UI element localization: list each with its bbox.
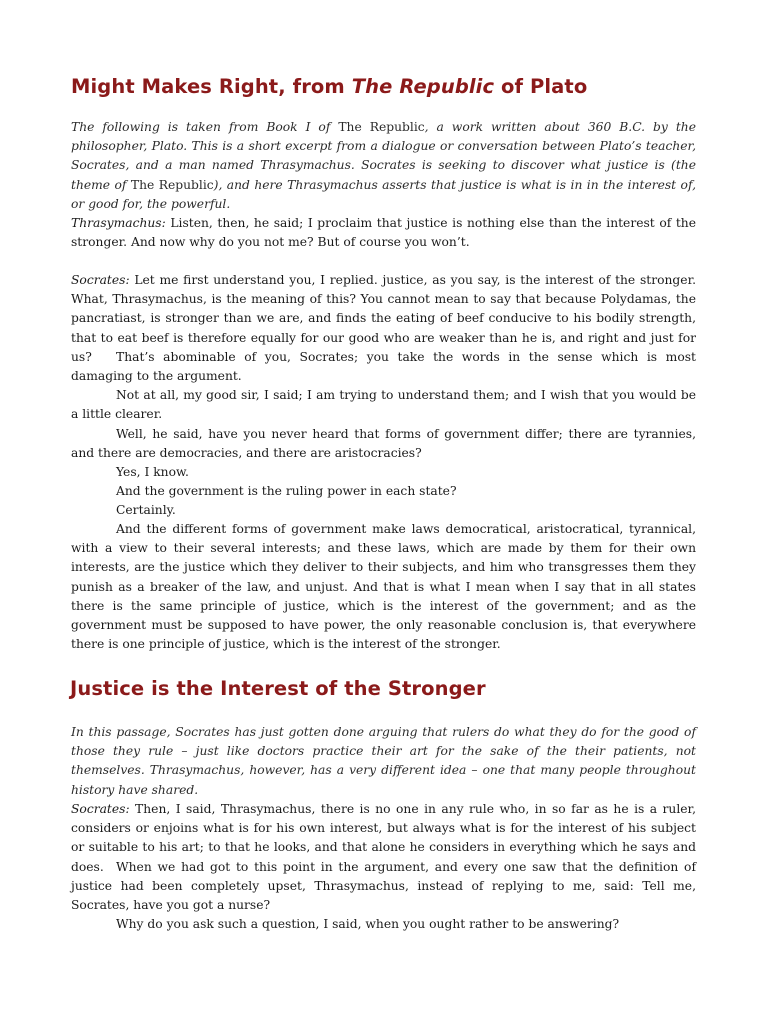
- dialogue-line: And the different forms of government make laws democratical, aristocratical, tyrannical, with a view to their several interests; and these laws, which are made by them for their own interests, are the justice which they deliver to their subjects, and him who transgresses them they punish as a breaker of the law, and unjust. And that is what I mean when I say that in all states there is the same principle of justice, which is the interest of the government; and as the government must be supposed to have power, the only reasonable conclusion is, that everywhere there is one principle of justice, which is the interest of the stronger.: [71, 522, 696, 652]
- dialogue-line: And the government is the ruling power in each state?: [116, 484, 457, 498]
- dialogue-line: When we had got to this point in the argument, and every one saw that the definition of justice had been completely upset, Thrasymachus, instead of replying to me, said: Tell me, Socrates, have you got a nurse?: [71, 860, 696, 913]
- intro1-book-title-2: The Republic: [130, 177, 214, 192]
- title-prefix: Might Makes Right, from: [71, 75, 352, 98]
- speaker-label: Socrates:: [71, 273, 130, 287]
- title-book-name: The Republic: [351, 75, 495, 98]
- title-suffix: of Plato: [494, 75, 588, 98]
- dialogue-line: Why do you ask such a question, I said, when you ought rather to be answering?: [116, 917, 620, 931]
- thrasymachus-speech-1: [71, 214, 696, 252]
- page-title: [71, 75, 587, 99]
- speaker-label: Thrasymachus:: [71, 216, 166, 230]
- speech-text: Then, I said, Thrasymachus, there is no one in any rule who, in so far as he is a ruler, considers or enjoins what is for his own interest, but always what is for the interest of his subject or suitable to his art; to that he looks, and that alone he considers in everything which he says and does.: [71, 802, 696, 874]
- speaker-label: Socrates:: [71, 802, 130, 816]
- dialogue-line: Yes, I know.: [116, 465, 189, 479]
- speech-text: Listen, then, he said; I proclaim that justice is nothing else than the interest of the stronger. And now why do you not me? But of course you won’t.: [71, 216, 696, 250]
- intro1-part-c: , a work written about 360 B.C. by the philosopher, Plato. This is a short excerpt from a dialogue or conversation between Plato’s teacher, Socrates, and a man named Thrasymachus. Socrates is seeking to discover what justice is (the theme of: [71, 120, 696, 192]
- dialogue-line: Certainly.: [116, 503, 176, 517]
- dialogue-line: Not at all, my good sir, I said; I am trying to understand them; and I wish that you would be a little clearer.: [71, 388, 696, 422]
- intro1-book-title-1: The Republic: [338, 120, 425, 134]
- intro1-part-e: ), and here Thrasymachus asserts that justice is what is in in the interest of, or good for, the powerful.: [71, 177, 696, 211]
- speech-text: Let me first understand you, I replied. justice, as you say, is the interest of the stronger. What, Thrasymachus, is the meaning of this? You cannot mean to say that because Polydamas, the pancratiast, is stronger than we are, and finds the eating of beef conducive to his bodily strength, that to eat beef is therefore equally for our good who are weaker than he is, and right and just for us?: [71, 273, 696, 364]
- intro1-part-a: The following is taken from Book I of: [71, 120, 339, 134]
- section-heading: Justice is the Interest of the Stronger: [70, 677, 486, 700]
- dialogue-line: Well, he said, have you never heard that forms of government differ; there are tyrannies, and there are democracies, and there are aristocracies?: [71, 427, 696, 461]
- intro-paragraph-2: In this passage, Socrates has just gotten done arguing that rulers do what they do for the good of those they rule – just like doctors practice their art for the sake of the their patients, not themselves. Thrasymachus, however, has a very different idea – one that many people throughout history have shared.: [71, 725, 696, 797]
- intro-paragraph-1: [71, 118, 696, 214]
- dialogue-line: That’s abominable of you, Socrates; you take the words in the sense which is most damaging to the argument.: [71, 350, 696, 384]
